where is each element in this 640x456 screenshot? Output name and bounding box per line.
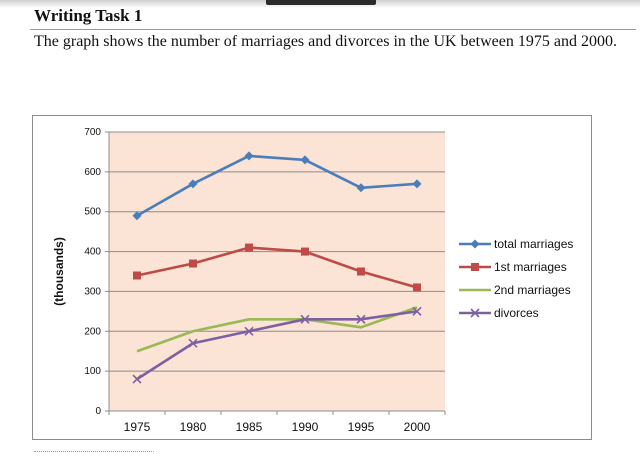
legend-label-1st-marriages: 1st marriages [494, 260, 567, 274]
x-tick-label: 1985 [235, 420, 263, 434]
y-tick-label: 0 [95, 406, 101, 417]
1st-marriages-point [133, 271, 141, 279]
legend [459, 237, 573, 320]
x-tick-label: 1980 [179, 420, 207, 434]
1st-marriages-point [357, 268, 365, 276]
y-tick-label: 200 [84, 326, 101, 338]
x-tick-label: 2000 [403, 420, 431, 434]
1st-marriages-point [301, 248, 309, 256]
line-chart [33, 116, 591, 439]
y-tick-label: 600 [84, 166, 101, 178]
y-tick-label: 300 [84, 286, 101, 298]
legend-label-2nd-marriages: 2nd marriages [494, 283, 571, 297]
legend-label-total-marriages: total marriages [494, 237, 574, 251]
1st-marriages-point [245, 244, 253, 252]
task-prompt: The graph shows the number of marriages and divorces in the UK between 1975 and 2000. [34, 33, 617, 50]
legend-label-divorces: divorces [494, 306, 539, 320]
y-tick-label: 400 [84, 246, 101, 258]
x-tick-label: 1975 [123, 420, 151, 434]
legend-1st-marriages-point [471, 263, 479, 271]
1st-marriages-point [189, 260, 197, 268]
legend-total-marriages-point [471, 240, 480, 249]
x-tick-label: 1995 [347, 420, 375, 434]
heading-divider [30, 29, 636, 30]
y-tick-label: 700 [84, 127, 101, 138]
y-tick-label: 100 [84, 366, 101, 378]
page-heading: Writing Task 1 [34, 6, 143, 25]
cut-off-text [34, 451, 154, 456]
1st-marriages-point [413, 283, 421, 291]
y-tick-label: 500 [84, 206, 101, 218]
y-axis-title: (thousands) [52, 237, 66, 306]
window-tab [266, 0, 376, 5]
chart-frame [32, 115, 592, 440]
x-tick-label: 1990 [291, 420, 319, 434]
